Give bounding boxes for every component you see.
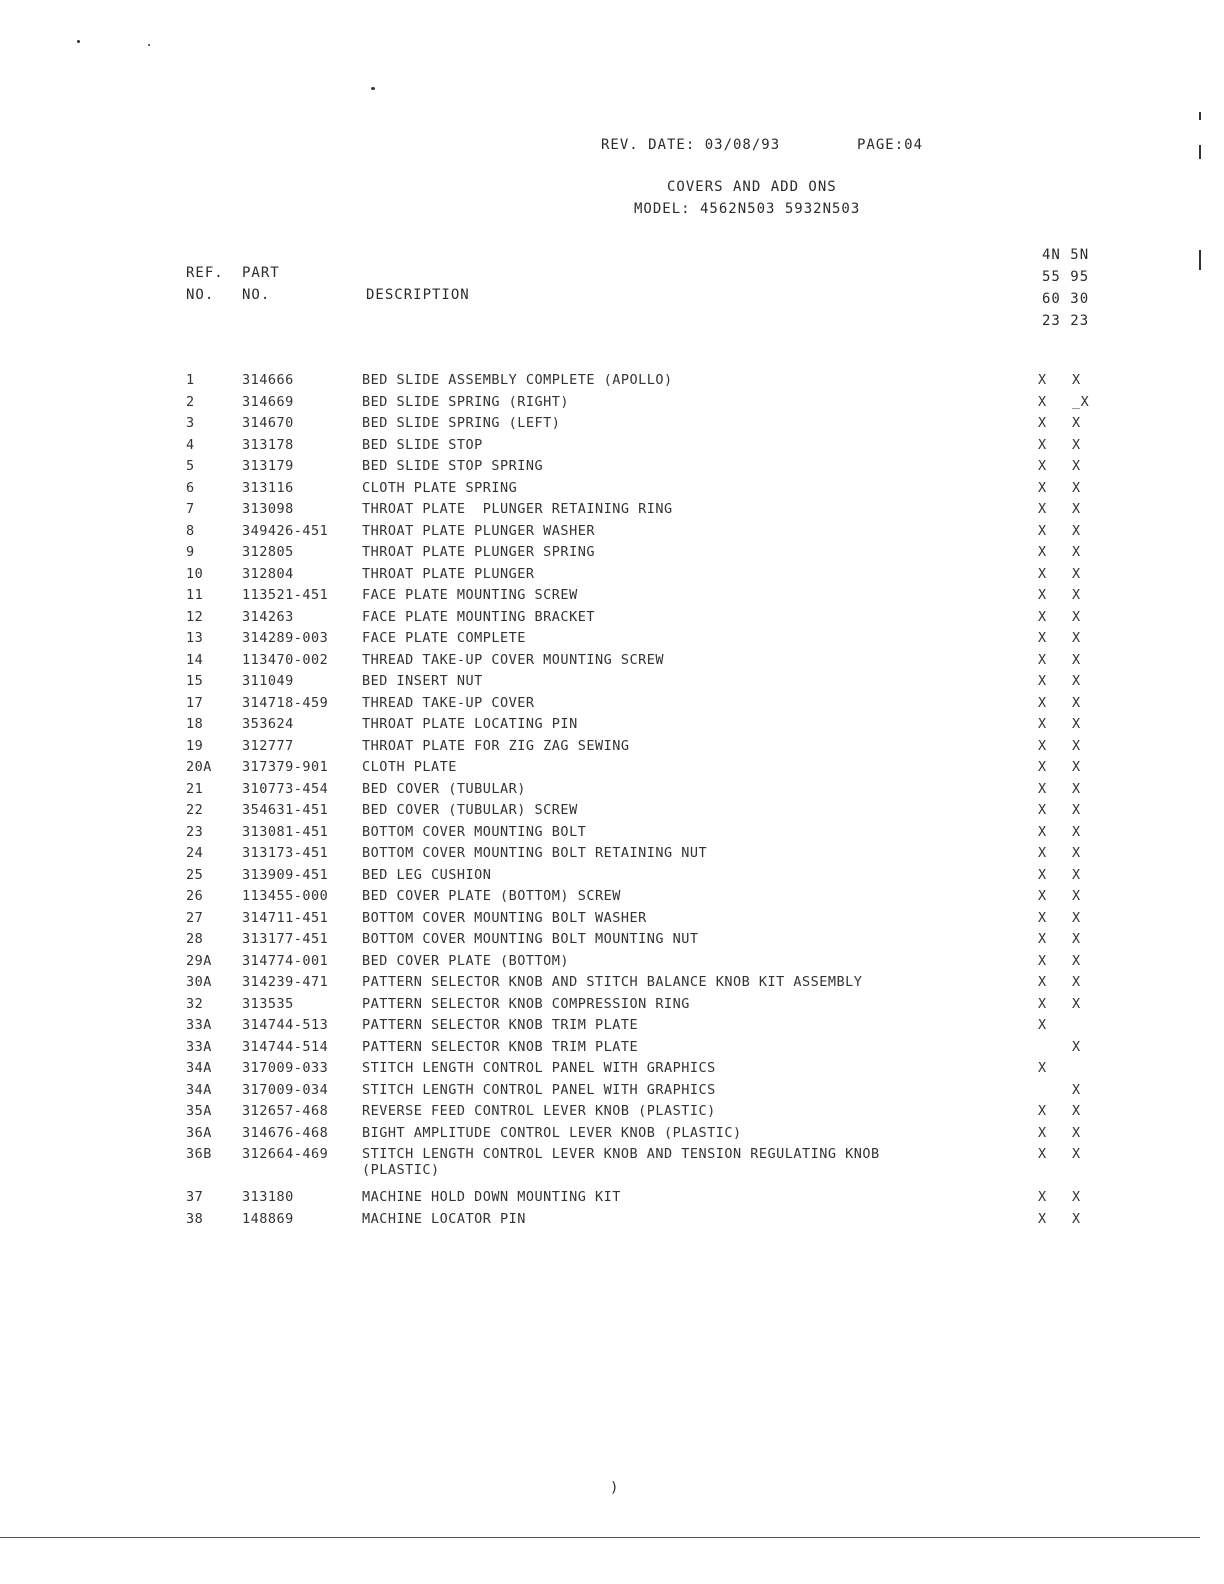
model-b-mark: X bbox=[1072, 1124, 1081, 1141]
ref-no: 19 bbox=[186, 737, 204, 754]
model-b-mark: _X bbox=[1072, 393, 1090, 410]
model-a-mark: X bbox=[1038, 1017, 1047, 1033]
ref-no: 4 bbox=[186, 436, 195, 453]
ref-no: 38 bbox=[186, 1210, 204, 1227]
model-a-mark: X bbox=[1038, 651, 1047, 668]
description: STITCH LENGTH CONTROL PANEL WITH GRAPHICS bbox=[362, 1081, 716, 1098]
model-code-line: 4N 5N bbox=[1042, 247, 1090, 263]
model-a-mark: X bbox=[1038, 952, 1047, 969]
model-a-mark: X bbox=[1038, 501, 1047, 517]
part-no: 314718-459 bbox=[242, 694, 329, 711]
table-row bbox=[186, 1103, 1116, 1125]
description: BOTTOM COVER MOUNTING BOLT bbox=[362, 823, 587, 840]
description: BIGHT AMPLITUDE CONTROL LEVER KNOB (PLASTIC) bbox=[362, 1124, 742, 1141]
model-a-mark: X bbox=[1038, 1210, 1047, 1227]
table-row bbox=[186, 695, 1116, 717]
model-b-mark: X bbox=[1072, 1103, 1081, 1119]
model-a-mark: X bbox=[1038, 931, 1047, 947]
table-row bbox=[186, 1189, 1116, 1211]
description: BED INSERT NUT bbox=[362, 673, 483, 689]
part-no: 312805 bbox=[242, 544, 294, 560]
ref-heading-top: REF. bbox=[186, 265, 224, 281]
table-row bbox=[186, 716, 1116, 738]
model-a-mark: X bbox=[1038, 1060, 1047, 1076]
model-b-mark: X bbox=[1072, 1038, 1081, 1055]
model-a-mark: X bbox=[1038, 694, 1047, 711]
ref-no: 18 bbox=[186, 716, 204, 732]
model-b-mark: X bbox=[1072, 565, 1081, 582]
description: BED SLIDE SPRING (LEFT) bbox=[362, 415, 561, 431]
table-row bbox=[186, 996, 1116, 1018]
table-row bbox=[186, 1039, 1116, 1061]
ref-no: 33A bbox=[186, 1038, 212, 1055]
model-code-line: 60 30 bbox=[1042, 291, 1090, 307]
model-b-mark: X bbox=[1072, 1146, 1081, 1162]
part-no: 313098 bbox=[242, 501, 294, 517]
ref-no: 36A bbox=[186, 1124, 212, 1141]
model-line: MODEL: 4562N503 5932N503 bbox=[634, 201, 861, 217]
part-no: 314670 bbox=[242, 415, 294, 431]
ref-no: 27 bbox=[186, 909, 204, 926]
model-b-mark: X bbox=[1072, 866, 1081, 883]
description: THROAT PLATE PLUNGER RETAINING RING bbox=[362, 501, 673, 517]
table-row bbox=[186, 523, 1116, 545]
model-a-mark: X bbox=[1038, 888, 1047, 904]
model-a-mark: X bbox=[1038, 1124, 1047, 1141]
table-row bbox=[186, 480, 1116, 502]
ref-no: 26 bbox=[186, 888, 204, 904]
ref-no: 8 bbox=[186, 522, 195, 539]
section-title: COVERS AND ADD ONS bbox=[667, 179, 837, 195]
model-a-mark: X bbox=[1038, 393, 1047, 410]
table-row bbox=[186, 544, 1116, 566]
description: FACE PLATE MOUNTING BRACKET bbox=[362, 608, 595, 625]
part-no: 313909-451 bbox=[242, 866, 329, 883]
part-no: 113455-000 bbox=[242, 888, 329, 904]
ref-no: 29A bbox=[186, 952, 212, 969]
ref-no: 7 bbox=[186, 501, 195, 517]
model-b-mark: X bbox=[1072, 823, 1081, 840]
ref-no: 5 bbox=[186, 458, 195, 474]
model-b-mark: X bbox=[1072, 630, 1081, 646]
part-no: 314774-001 bbox=[242, 952, 329, 969]
table-row bbox=[186, 372, 1116, 394]
model-code-line: 23 23 bbox=[1042, 313, 1090, 329]
description-heading: DESCRIPTION bbox=[366, 287, 470, 303]
scan-speck bbox=[148, 44, 150, 46]
model-b-mark: X bbox=[1072, 501, 1081, 517]
table-row bbox=[186, 802, 1116, 824]
description: THREAD TAKE-UP COVER bbox=[362, 694, 535, 711]
parts-list bbox=[186, 372, 1116, 1232]
table-row bbox=[186, 910, 1116, 932]
table-row bbox=[186, 673, 1116, 695]
model-b-mark: X bbox=[1072, 544, 1081, 560]
description: PATTERN SELECTOR KNOB TRIM PLATE bbox=[362, 1038, 639, 1055]
table-row bbox=[186, 1146, 1116, 1189]
description: THREAD TAKE-UP COVER MOUNTING SCREW bbox=[362, 651, 664, 668]
ref-no: 3 bbox=[186, 415, 195, 431]
table-row bbox=[186, 587, 1116, 609]
ref-no: 15 bbox=[186, 673, 204, 689]
part-no: 313081-451 bbox=[242, 823, 329, 840]
description: THROAT PLATE FOR ZIG ZAG SEWING bbox=[362, 737, 630, 754]
table-row bbox=[186, 953, 1116, 975]
scan-speck bbox=[77, 40, 80, 43]
description: BED COVER (TUBULAR) SCREW bbox=[362, 802, 578, 818]
part-no: 314289-003 bbox=[242, 630, 329, 646]
description: BED SLIDE SPRING (RIGHT) bbox=[362, 393, 570, 410]
description: MACHINE LOCATOR PIN bbox=[362, 1210, 526, 1227]
model-a-mark: X bbox=[1038, 673, 1047, 689]
model-b-mark: X bbox=[1072, 1081, 1081, 1098]
description: CLOTH PLATE SPRING bbox=[362, 479, 518, 496]
part-no: 313178 bbox=[242, 436, 294, 453]
description: BOTTOM COVER MOUNTING BOLT MOUNTING NUT bbox=[362, 931, 699, 947]
description: BOTTOM COVER MOUNTING BOLT RETAINING NUT bbox=[362, 845, 708, 861]
ref-no: 2 bbox=[186, 393, 195, 410]
revision-date: REV. DATE: 03/08/93 bbox=[601, 137, 781, 153]
description: BED SLIDE STOP bbox=[362, 436, 483, 453]
model-b-mark: X bbox=[1072, 694, 1081, 711]
model-b-mark: X bbox=[1072, 974, 1081, 990]
model-b-mark: X bbox=[1072, 931, 1081, 947]
scan-speck bbox=[1199, 250, 1201, 270]
model-a-mark: X bbox=[1038, 974, 1047, 990]
page-number: PAGE:04 bbox=[857, 137, 924, 153]
part-no: 314744-514 bbox=[242, 1038, 329, 1055]
ref-no: 34A bbox=[186, 1060, 212, 1076]
table-row bbox=[186, 501, 1116, 523]
table-row bbox=[186, 824, 1116, 846]
table-row bbox=[186, 566, 1116, 588]
ref-no: 36B bbox=[186, 1146, 212, 1162]
part-no: 312777 bbox=[242, 737, 294, 754]
bottom-rule bbox=[0, 1537, 1200, 1538]
part-no: 317379-901 bbox=[242, 759, 329, 775]
part-no: 314711-451 bbox=[242, 909, 329, 926]
ref-no: 33A bbox=[186, 1017, 212, 1033]
table-row bbox=[186, 1082, 1116, 1104]
scan-speck bbox=[371, 87, 375, 90]
ref-no: 13 bbox=[186, 630, 204, 646]
part-no: 313180 bbox=[242, 1189, 294, 1205]
description: THROAT PLATE PLUNGER WASHER bbox=[362, 522, 595, 539]
model-a-mark: X bbox=[1038, 544, 1047, 560]
table-row bbox=[186, 1125, 1116, 1147]
description: REVERSE FEED CONTROL LEVER KNOB (PLASTIC) bbox=[362, 1103, 716, 1119]
table-row bbox=[186, 437, 1116, 459]
part-no: 311049 bbox=[242, 673, 294, 689]
description: THROAT PLATE LOCATING PIN bbox=[362, 716, 578, 732]
part-no: 313116 bbox=[242, 479, 294, 496]
ref-no: 14 bbox=[186, 651, 204, 668]
table-row bbox=[186, 845, 1116, 867]
ref-no: 24 bbox=[186, 845, 204, 861]
part-no: 349426-451 bbox=[242, 522, 329, 539]
ref-no: 30A bbox=[186, 974, 212, 990]
description: THROAT PLATE PLUNGER SPRING bbox=[362, 544, 595, 560]
description: PATTERN SELECTOR KNOB AND STITCH BALANCE KNOB KIT ASSEMBLY bbox=[362, 974, 863, 990]
model-b-mark: X bbox=[1072, 952, 1081, 969]
ref-no: 25 bbox=[186, 866, 204, 883]
ref-no: 11 bbox=[186, 587, 204, 603]
description: PATTERN SELECTOR KNOB COMPRESSION RING bbox=[362, 995, 690, 1012]
table-row bbox=[186, 888, 1116, 910]
model-a-mark: X bbox=[1038, 802, 1047, 818]
ref-no: 17 bbox=[186, 694, 204, 711]
model-b-mark: X bbox=[1072, 845, 1081, 861]
part-no: 113521-451 bbox=[242, 587, 329, 603]
model-a-mark: X bbox=[1038, 1146, 1047, 1162]
table-row bbox=[186, 781, 1116, 803]
model-a-mark: X bbox=[1038, 759, 1047, 775]
description: CLOTH PLATE bbox=[362, 759, 457, 775]
part-no: 312664-469 bbox=[242, 1146, 329, 1162]
part-no: 148869 bbox=[242, 1210, 294, 1227]
ref-no: 21 bbox=[186, 780, 204, 797]
description: STITCH LENGTH CONTROL LEVER KNOB AND TENSION REGULATING KNOB (PLASTIC) bbox=[362, 1146, 880, 1178]
scan-speck bbox=[1199, 112, 1201, 120]
model-b-mark: X bbox=[1072, 802, 1081, 818]
model-b-mark: X bbox=[1072, 909, 1081, 926]
table-row bbox=[186, 415, 1116, 437]
description: BED COVER PLATE (BOTTOM) SCREW bbox=[362, 888, 621, 904]
model-b-mark: X bbox=[1072, 716, 1081, 732]
part-no: 313173-451 bbox=[242, 845, 329, 861]
part-no: 313535 bbox=[242, 995, 294, 1012]
model-a-mark: X bbox=[1038, 780, 1047, 797]
table-row bbox=[186, 867, 1116, 889]
model-a-mark: X bbox=[1038, 415, 1047, 431]
model-a-mark: X bbox=[1038, 479, 1047, 496]
ref-heading-bottom: NO. bbox=[186, 287, 215, 303]
description: FACE PLATE COMPLETE bbox=[362, 630, 526, 646]
model-b-mark: X bbox=[1072, 587, 1081, 603]
description: BED SLIDE STOP SPRING bbox=[362, 458, 544, 474]
model-b-mark: X bbox=[1072, 737, 1081, 754]
ref-no: 12 bbox=[186, 608, 204, 625]
part-no: 312804 bbox=[242, 565, 294, 582]
model-b-mark: X bbox=[1072, 995, 1081, 1012]
model-a-mark: X bbox=[1038, 995, 1047, 1012]
ref-no: 20A bbox=[186, 759, 212, 775]
table-row bbox=[186, 652, 1116, 674]
part-no: 310773-454 bbox=[242, 780, 329, 797]
model-b-mark: X bbox=[1072, 1210, 1081, 1227]
table-row bbox=[186, 931, 1116, 953]
description: BED COVER PLATE (BOTTOM) bbox=[362, 952, 570, 969]
model-b-mark: X bbox=[1072, 479, 1081, 496]
part-no: 313179 bbox=[242, 458, 294, 474]
model-b-mark: X bbox=[1072, 1189, 1081, 1205]
ref-no: 37 bbox=[186, 1189, 204, 1205]
model-a-mark: X bbox=[1038, 866, 1047, 883]
ref-no: 6 bbox=[186, 479, 195, 496]
part-no: 314744-513 bbox=[242, 1017, 329, 1033]
model-a-mark: X bbox=[1038, 372, 1047, 388]
part-no: 314666 bbox=[242, 372, 294, 388]
part-heading-top: PART bbox=[242, 265, 280, 281]
model-a-mark: X bbox=[1038, 436, 1047, 453]
model-b-mark: X bbox=[1072, 673, 1081, 689]
description: STITCH LENGTH CONTROL PANEL WITH GRAPHICS bbox=[362, 1060, 716, 1076]
part-no: 353624 bbox=[242, 716, 294, 732]
model-a-mark: X bbox=[1038, 522, 1047, 539]
model-a-mark: X bbox=[1038, 716, 1047, 732]
ref-no: 10 bbox=[186, 565, 204, 582]
ref-no: 34A bbox=[186, 1081, 212, 1098]
part-no: 354631-451 bbox=[242, 802, 329, 818]
part-no: 314676-468 bbox=[242, 1124, 329, 1141]
description: MACHINE HOLD DOWN MOUNTING KIT bbox=[362, 1189, 621, 1205]
model-a-mark: X bbox=[1038, 458, 1047, 474]
part-no: 312657-468 bbox=[242, 1103, 329, 1119]
description: BED COVER (TUBULAR) bbox=[362, 780, 526, 797]
scan-speck bbox=[1199, 145, 1201, 159]
table-row bbox=[186, 1211, 1116, 1233]
part-no: 317009-033 bbox=[242, 1060, 329, 1076]
ref-no: 1 bbox=[186, 372, 195, 388]
model-b-mark: X bbox=[1072, 522, 1081, 539]
description: THROAT PLATE PLUNGER bbox=[362, 565, 535, 582]
model-b-mark: X bbox=[1072, 888, 1081, 904]
table-row bbox=[186, 1017, 1116, 1039]
model-a-mark: X bbox=[1038, 845, 1047, 861]
table-row bbox=[186, 759, 1116, 781]
model-b-mark: X bbox=[1072, 415, 1081, 431]
description: FACE PLATE MOUNTING SCREW bbox=[362, 587, 578, 603]
part-heading-bottom: NO. bbox=[242, 287, 271, 303]
ref-no: 28 bbox=[186, 931, 204, 947]
model-a-mark: X bbox=[1038, 565, 1047, 582]
model-b-mark: X bbox=[1072, 780, 1081, 797]
model-a-mark: X bbox=[1038, 587, 1047, 603]
description: BOTTOM COVER MOUNTING BOLT WASHER bbox=[362, 909, 647, 926]
model-b-mark: X bbox=[1072, 436, 1081, 453]
model-b-mark: X bbox=[1072, 458, 1081, 474]
description: BED LEG CUSHION bbox=[362, 866, 492, 883]
description: BED SLIDE ASSEMBLY COMPLETE (APOLLO) bbox=[362, 372, 673, 388]
table-row bbox=[186, 458, 1116, 480]
part-no: 113470-002 bbox=[242, 651, 329, 668]
model-b-mark: X bbox=[1072, 759, 1081, 775]
table-row bbox=[186, 630, 1116, 652]
table-row bbox=[186, 1060, 1116, 1082]
ref-no: 9 bbox=[186, 544, 195, 560]
model-a-mark: X bbox=[1038, 823, 1047, 840]
part-no: 314263 bbox=[242, 608, 294, 625]
part-no: 317009-034 bbox=[242, 1081, 329, 1098]
model-b-mark: X bbox=[1072, 651, 1081, 668]
model-a-mark: X bbox=[1038, 909, 1047, 926]
description: PATTERN SELECTOR KNOB TRIM PLATE bbox=[362, 1017, 639, 1033]
model-code-line: 55 95 bbox=[1042, 269, 1090, 285]
ref-no: 35A bbox=[186, 1103, 212, 1119]
model-a-mark: X bbox=[1038, 1103, 1047, 1119]
table-row bbox=[186, 394, 1116, 416]
ref-no: 23 bbox=[186, 823, 204, 840]
table-row bbox=[186, 974, 1116, 996]
table-row bbox=[186, 738, 1116, 760]
model-a-mark: X bbox=[1038, 737, 1047, 754]
part-no: 313177-451 bbox=[242, 931, 329, 947]
model-a-mark: X bbox=[1038, 608, 1047, 625]
model-b-mark: X bbox=[1072, 372, 1081, 388]
model-b-mark: X bbox=[1072, 608, 1081, 625]
part-no: 314239-471 bbox=[242, 974, 329, 990]
footer-page-mark: ) bbox=[610, 1480, 619, 1496]
ref-no: 22 bbox=[186, 802, 204, 818]
ref-no: 32 bbox=[186, 995, 204, 1012]
table-row bbox=[186, 609, 1116, 631]
model-a-mark: X bbox=[1038, 1189, 1047, 1205]
part-no: 314669 bbox=[242, 393, 294, 410]
model-a-mark: X bbox=[1038, 630, 1047, 646]
